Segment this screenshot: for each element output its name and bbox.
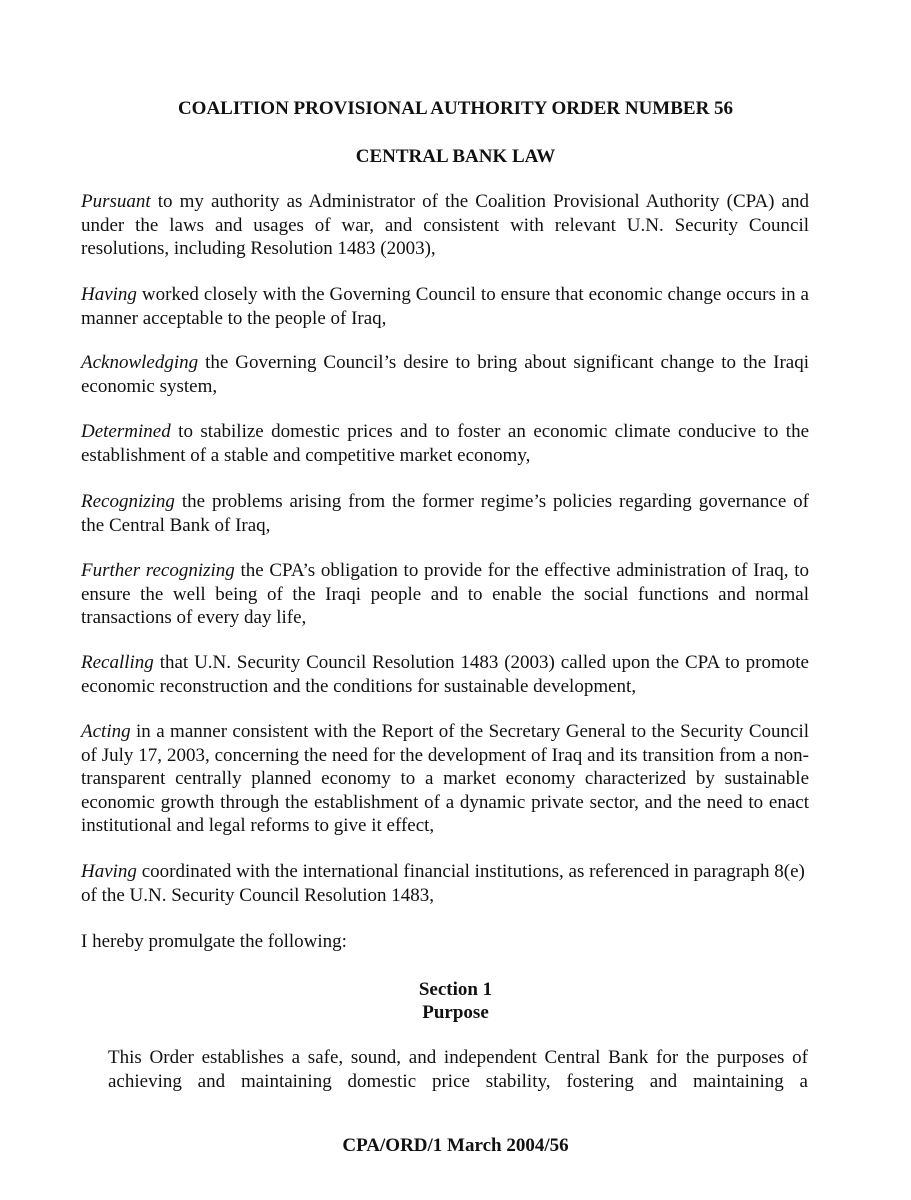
recital-paragraph (81, 190, 809, 261)
recital-lead: Further recognizing (81, 560, 235, 581)
recital-lead: Determined (81, 421, 171, 442)
document-subtitle: CENTRAL BANK LAW (355, 146, 556, 167)
recital-text: coordinated with the international financial institutions, as referenced in paragraph 8(e) of the U.N. Security Council Resolution 1483, (81, 861, 805, 906)
section-number: Section 1 (418, 979, 493, 1000)
recital-text: to my authority as Administrator of the Coalition Provisional Authority (CPA) and under the laws and usages of war, and consistent with relevant U.N. Security Council resolutions, including Resolution 1483 (2003), (81, 191, 809, 259)
recital-paragraph (81, 490, 809, 537)
recital-lead: Having (81, 284, 137, 305)
page-footer: CPA/ORD/1 March 2004/56 (342, 1135, 569, 1156)
recital-lead: Having (81, 861, 137, 882)
recital-paragraph (81, 651, 809, 698)
recital-lead: Acting (81, 721, 131, 742)
recital-lead: Pursuant (81, 191, 151, 212)
recital-text: to stabilize domestic prices and to foster an economic climate conducive to the establishment of a stable and competitive market economy, (81, 421, 809, 466)
recital-lead: Recalling (81, 652, 154, 673)
promulgation-statement: I hereby promulgate the following: (81, 931, 347, 952)
recital-text: that U.N. Security Council Resolution 1483 (2003) called upon the CPA to promote economic reconstruction and the conditions for sustainable development, (81, 652, 809, 697)
recital-paragraph (81, 420, 809, 467)
recital-paragraph (81, 559, 809, 630)
section-body: This Order establishes a safe, sound, and independent Central Bank for the purposes of achieving and maintaining domestic price stability, fostering and maintaining a (108, 1047, 808, 1092)
recital-text: worked closely with the Governing Council to ensure that economic change occurs in a manner acceptable to the people of Iraq, (81, 284, 809, 329)
recital-text: in a manner consistent with the Report of the Secretary General to the Security Council of July 17, 2003, concerning the need for the development of Iraq and its transition from a non-transparent centrally planned economy to a market economy characterized by sustainable economic growth through the establishment of a dynamic private sector, and the need to enact institutional and legal reforms to give it effect, (81, 721, 809, 836)
recital-text: the Governing Council’s desire to bring about significant change to the Iraqi economic system, (81, 352, 809, 397)
section-title: Purpose (422, 1002, 489, 1023)
recital-paragraph (81, 351, 809, 398)
recital-paragraph (81, 720, 809, 838)
recital-paragraph (81, 283, 809, 330)
recital-lead: Acknowledging (81, 352, 199, 373)
recital-text: the problems arising from the former regime’s policies regarding governance of the Central Bank of Iraq, (81, 491, 809, 536)
document-title: COALITION PROVISIONAL AUTHORITY ORDER NUMBER 56 (177, 98, 734, 119)
recital-text: the CPA’s obligation to provide for the effective administration of Iraq, to ensure the well being of the Iraqi people and to enable the social functions and normal transactions of every day life, (81, 560, 809, 628)
recital-paragraph (81, 860, 809, 907)
recital-lead: Recognizing (81, 491, 175, 512)
